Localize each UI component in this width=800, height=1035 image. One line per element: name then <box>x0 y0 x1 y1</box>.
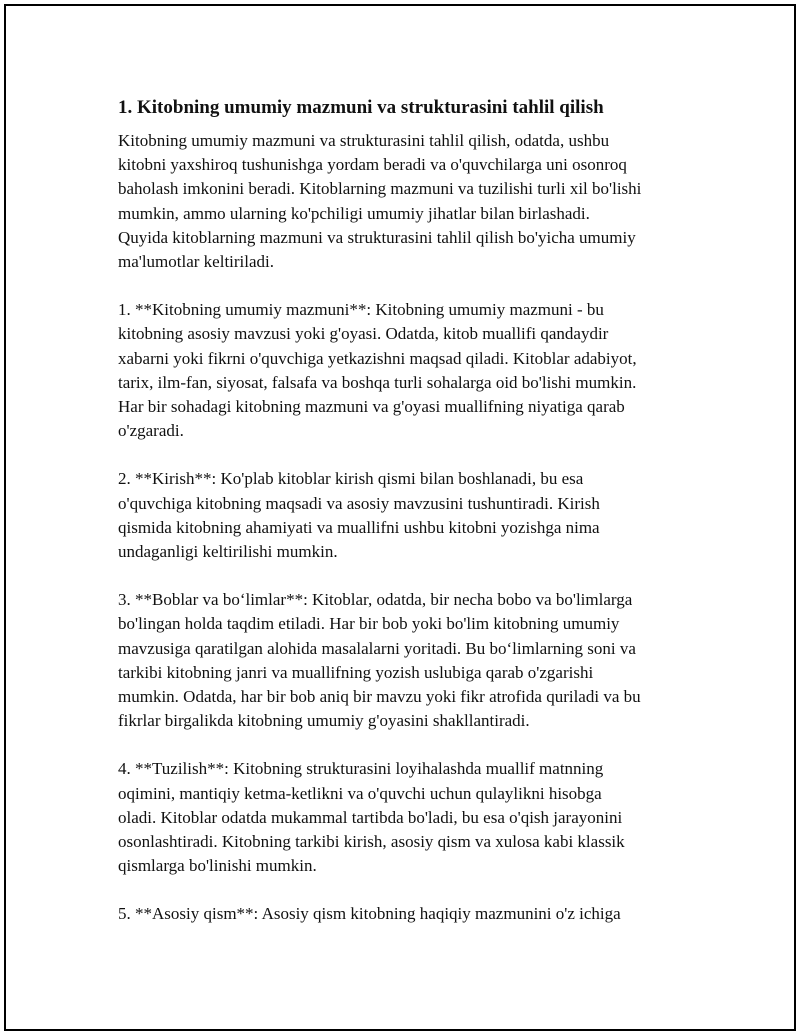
text-line: ma'lumotlar keltiriladi. <box>118 252 275 272</box>
document-page <box>4 4 796 1031</box>
text-line: osonlashtiradi. Kitobning tarkibi kirish, asosiy qism va xulosa kabi klassik <box>118 832 625 852</box>
list-item-paragraph-5 <box>118 902 698 926</box>
list-item-paragraph-2 <box>118 467 698 564</box>
text-line: kitobni yaxshiroq tushunishga yordam beradi va o'quvchilarga uni osonroq <box>118 155 627 175</box>
text-line: 4. **Tuzilish**: Kitobning strukturasini loyihalashda muallif matnning <box>118 759 604 779</box>
text-line: o'quvchiga kitobning maqsadi va asosiy mavzusini tushuntiradi. Kirish <box>118 493 600 513</box>
text-line: qismlarga bo'linishi mumkin. <box>118 856 317 876</box>
text-line: baholash imkonini beradi. Kitoblarning mazmuni va tuzilishi turli xil bo'lishi <box>118 179 642 199</box>
text-line: Quyida kitoblarning mazmuni va strukturasini tahlil qilish bo'yicha umumiy <box>118 227 636 247</box>
list-item-paragraph-3 <box>118 588 698 733</box>
text-line: undaganligi keltirilishi mumkin. <box>118 542 338 562</box>
section-heading: 1. Kitobning umumiy mazmuni va strukturasini tahlil qilish <box>118 97 604 118</box>
text-line: Har bir sohadagi kitobning mazmuni va g'oyasi muallifning niyatiga qarab <box>118 397 625 417</box>
text-line: oqimini, mantiqiy ketma-ketlikni va o'quvchi uchun qulaylikni hisobga <box>118 783 602 803</box>
text-line: tarkibi kitobning janri va muallifning yozish uslubiga qarab o'zgarishi <box>118 662 594 682</box>
text-line: xabarni yoki fikrni o'quvchiga yetkazishni maqsad qiladi. Kitoblar adabiyot, <box>118 348 637 368</box>
list-item-paragraph-1 <box>118 298 698 443</box>
text-line: mumkin, ammo ularning ko'pchiligi umumiy jihatlar bilan birlashadi. <box>118 203 590 223</box>
text-line: o'zgaradi. <box>118 421 184 441</box>
text-line: 3. **Boblar va bo‘limlar**: Kitoblar, odatda, bir necha bobo va bo'limlarga <box>118 590 633 610</box>
document-body <box>118 96 698 951</box>
text-line: 5. **Asosiy qism**: Asosiy qism kitobning haqiqiy mazmunini o'z ichiga <box>118 904 621 924</box>
list-item-paragraph-4 <box>118 757 698 878</box>
text-line: tarix, ilm-fan, siyosat, falsafa va boshqa turli sohalarga oid bo'lishi mumkin. <box>118 372 637 392</box>
text-line: bo'lingan holda taqdim etiladi. Har bir bob yoki bo'lim kitobning umumiy <box>118 614 620 634</box>
text-line: 1. **Kitobning umumiy mazmuni**: Kitobning umumiy mazmuni - bu <box>118 300 604 320</box>
text-line: Kitobning umumiy mazmuni va strukturasini tahlil qilish, odatda, ushbu <box>118 131 610 150</box>
text-line: fikrlar birgalikda kitobning umumiy g'oyasini shakllantiradi. <box>118 711 530 731</box>
text-line: 2. **Kirish**: Ko'plab kitoblar kirish qismi bilan boshlanadi, bu esa <box>118 469 584 489</box>
text-line: qismida kitobning ahamiyati va muallifni ushbu kitobni yozishga nima <box>118 517 600 537</box>
text-line: mumkin. Odatda, har bir bob aniq bir mavzu yoki fikr atrofida quriladi va bu <box>118 687 641 707</box>
text-line: mavzusiga qaratilgan alohida masalalarni yoritadi. Bu bo‘limlarning soni va <box>118 638 636 658</box>
text-line: oladi. Kitoblar odatda mukammal tartibda bo'ladi, bu esa o'qish jarayonini <box>118 807 623 827</box>
intro-paragraph <box>118 129 698 274</box>
text-line: kitobning asosiy mavzusi yoki g'oyasi. Odatda, kitob muallifi qandaydir <box>118 324 609 344</box>
